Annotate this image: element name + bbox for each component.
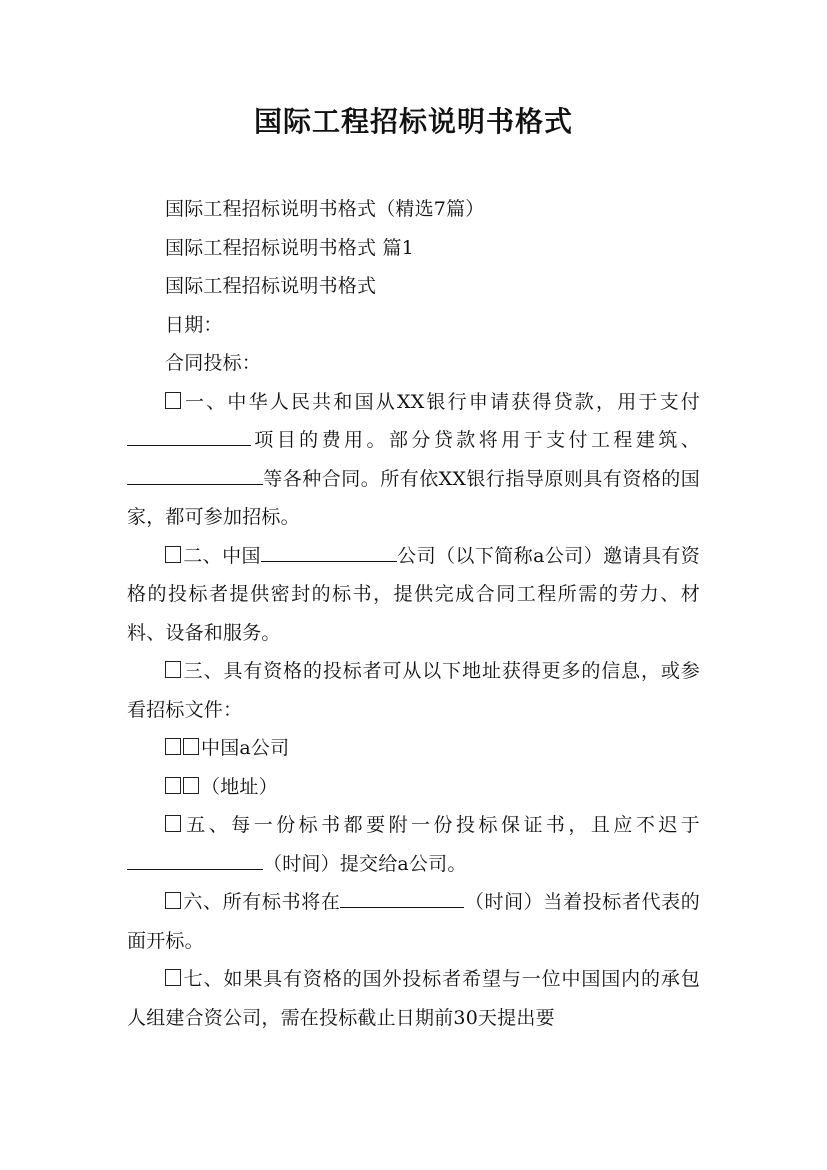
paragraph-item-1-text-c: 等各种合同。所有依XX银行指导原则具有资格的国家，都可参加招标。 — [127, 467, 700, 528]
paragraph-address-company-text: 中国a公司 — [201, 737, 290, 759]
checkbox-icon — [165, 892, 181, 909]
paragraph-item-1-text-a: 一、中华人民共和国从XX银行申请获得贷款，用于支付 — [183, 390, 700, 413]
paragraph-item-1 — [127, 383, 700, 537]
paragraph-subtitle: 国际工程招标说明书格式 — [165, 275, 377, 297]
paragraph-item-3-text: 三、具有资格的投标者可从以下地址获得更多的信息，或参看招标文件： — [127, 660, 700, 721]
checkbox-icon — [165, 661, 181, 678]
paragraph-item-2-text-a: 二、中国 — [183, 544, 261, 567]
paragraph-address-company — [127, 729, 700, 768]
paragraph-item-7 — [127, 960, 700, 1037]
blank-line — [340, 888, 464, 908]
checkbox-icon — [165, 738, 181, 755]
checkbox-icon — [165, 969, 181, 986]
checkbox-icon — [165, 815, 181, 832]
checkbox-icon — [183, 738, 199, 755]
document-body — [127, 190, 700, 1037]
paragraph-item-3 — [127, 652, 700, 729]
paragraph-address — [127, 768, 700, 807]
paragraph-section-title: 国际工程招标说明书格式 篇1 — [165, 236, 414, 259]
blank-line — [127, 850, 263, 870]
paragraph-item-6 — [127, 883, 700, 960]
paragraph-date: 日期： — [165, 313, 223, 336]
paragraph-address-text: （地址） — [201, 775, 278, 798]
paragraph-item-5-text-a: 五、每一份标书都要附一份投标保证书，且应不迟于 — [183, 814, 700, 836]
blank-line — [261, 542, 397, 562]
paragraph-item-2-text-b: 公司（以下简称a公司）邀请具有资格的投标者提供密封的标书，提供完成合同工程所需的劳力、材料、设备和服务。 — [127, 544, 700, 644]
paragraph-item-7-text: 七、如果具有资格的国外投标者希望与一位中国国内的承包人组建合资公司，需在投标截止日期前30天提出要 — [127, 968, 700, 1029]
document-title: 国际工程招标说明书格式 — [253, 105, 573, 138]
paragraph-item-1-text-b: 项目的费用。部分贷款将用于支付工程建筑、 — [251, 429, 700, 451]
paragraph-heading-selection: 国际工程招标说明书格式（精选7篇） — [165, 198, 485, 220]
checkbox-icon — [165, 777, 181, 794]
paragraph-item-5-text-b: （时间）提交给a公司。 — [263, 852, 467, 875]
paragraph-item-6-text-a: 六、所有标书将在 — [183, 891, 341, 913]
checkbox-icon — [183, 777, 199, 794]
paragraph-contract-bid: 合同投标： — [165, 352, 262, 374]
paragraph-item-5 — [127, 806, 700, 883]
blank-line — [127, 465, 263, 485]
paragraph-item-6-text-b: （时间）当着投标者代表的面开标。 — [127, 891, 700, 952]
paragraph-item-2 — [127, 537, 700, 653]
blank-line — [127, 426, 251, 446]
checkbox-icon — [165, 546, 181, 563]
checkbox-icon — [165, 392, 181, 409]
